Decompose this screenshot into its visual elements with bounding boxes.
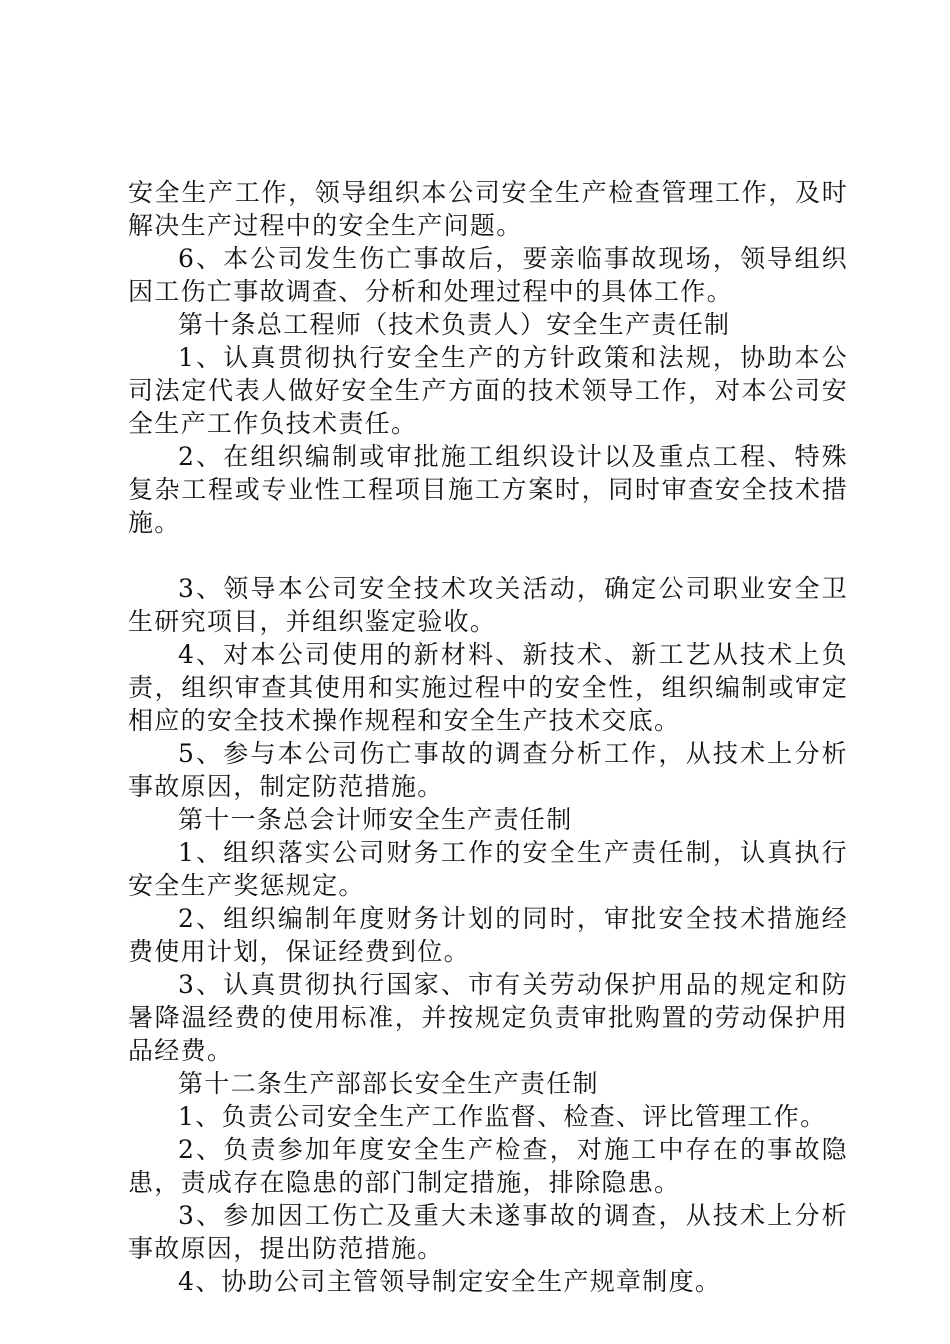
article-12-item-4: 4、协助公司主管领导制定安全生产规章制度。 (178, 1267, 722, 1296)
article-10-item-1: 1、认真贯彻执行安全生产的方针政策和法规，协助本公司法定代表人做好安全生产方面的技术领导工作，对本公司安全生产工作负技术责任。 (128, 343, 848, 438)
article-12-item-2: 2、负责参加年度安全生产检查，对施工中存在的事故隐患，责成存在隐患的部门制定措施，排除隐患。 (128, 1135, 848, 1197)
article-10-item-2: 2、在组织编制或审批施工组织设计以及重点工程、特殊复杂工程或专业性工程项目施工方案时，同时审查安全技术措施。 (128, 442, 848, 537)
article-11-item-3: 3、认真贯彻执行国家、市有关劳动保护用品的规定和防暑降温经费的使用标准，并按规定负责审批购置的劳动保护用品经费。 (128, 970, 848, 1065)
article-10-heading: 第十条总工程师（技术负责人）安全生产责任制 (178, 310, 731, 339)
paragraph-continuation: 安全生产工作，领导组织本公司安全生产检查管理工作，及时解决生产过程中的安全生产问题。 (128, 178, 848, 240)
article-12-item-1: 1、负责公司安全生产工作监督、检查、评比管理工作。 (178, 1102, 827, 1131)
article-11-item-2: 2、组织编制年度财务计划的同时，审批安全技术措施经费使用计划，保证经费到位。 (128, 904, 848, 966)
article-10-item-5: 5、参与本公司伤亡事故的调查分析工作，从技术上分析事故原因，制定防范措施。 (128, 739, 848, 801)
article-11-item-1: 1、组织落实公司财务工作的安全生产责任制，认真执行安全生产奖惩规定。 (128, 838, 848, 900)
document-body (128, 176, 848, 1298)
article-10-item-3: 3、领导本公司安全技术攻关活动，确定公司职业安全卫生研究项目，并组织鉴定验收。 (128, 574, 848, 636)
paragraph-item-6: 6、本公司发生伤亡事故后，要亲临事故现场，领导组织因工伤亡事故调查、分析和处理过程中的具体工作。 (128, 244, 848, 306)
article-10-item-4: 4、对本公司使用的新材料、新技术、新工艺从技术上负责，组织审查其使用和实施过程中的安全性，组织编制或审定相应的安全技术操作规程和安全生产技术交底。 (128, 640, 848, 735)
article-11-heading: 第十一条总会计师安全生产责任制 (178, 805, 573, 834)
article-12-heading: 第十二条生产部部长安全生产责任制 (178, 1069, 599, 1098)
article-12-item-3: 3、参加因工伤亡及重大未遂事故的调查，从技术上分析事故原因，提出防范措施。 (128, 1201, 848, 1263)
